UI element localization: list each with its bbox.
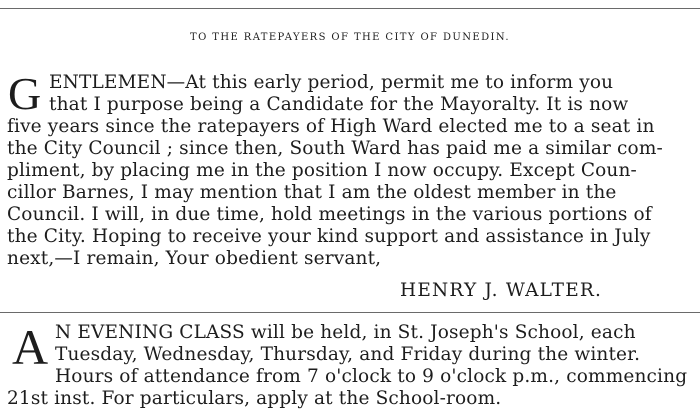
notice-line: the City. Hoping to receive your kind support and assistance in July bbox=[7, 226, 651, 247]
notice-line: that I purpose being a Candidate for the Mayoralty. It is now bbox=[49, 94, 629, 115]
drop-cap-g: G bbox=[8, 68, 42, 119]
notice-line: the City Council ; since then, South Ward has paid me a similar com- bbox=[7, 138, 663, 159]
notice-line: pliment, by placing me in the position I now occupy. Except Coun- bbox=[7, 160, 637, 181]
notice-line: cillor Barnes, I may mention that I am the oldest member in the bbox=[7, 182, 617, 203]
divider-rule bbox=[0, 312, 700, 313]
signature: HENRY J. WALTER. bbox=[400, 280, 603, 301]
notice-heading: TO THE RATEPAYERS OF THE CITY OF DUNEDIN. bbox=[190, 32, 510, 43]
drop-cap-a: A bbox=[12, 319, 49, 375]
notice-line: Tuesday, Wednesday, Thursday, and Friday during the winter. bbox=[55, 344, 641, 365]
notice-line: next,—I remain, Your obedient servant, bbox=[7, 248, 382, 269]
notice-line: Hours of attendance from 7 o'clock to 9 o'clock p.m., commencing bbox=[55, 366, 688, 387]
notice-line: ENTLEMEN—At this early period, permit me to inform you bbox=[49, 72, 614, 93]
notice-line: five years since the ratepayers of High Ward elected me to a seat in bbox=[7, 116, 655, 137]
top-rule bbox=[0, 8, 700, 9]
notice-line: Council. I will, in due time, hold meetings in the various portions of bbox=[7, 204, 652, 225]
notice-line: N EVENING CLASS will be held, in St. Joseph's School, each bbox=[55, 322, 636, 343]
notice-line: 21st inst. For particulars, apply at the School-room. bbox=[7, 388, 502, 409]
